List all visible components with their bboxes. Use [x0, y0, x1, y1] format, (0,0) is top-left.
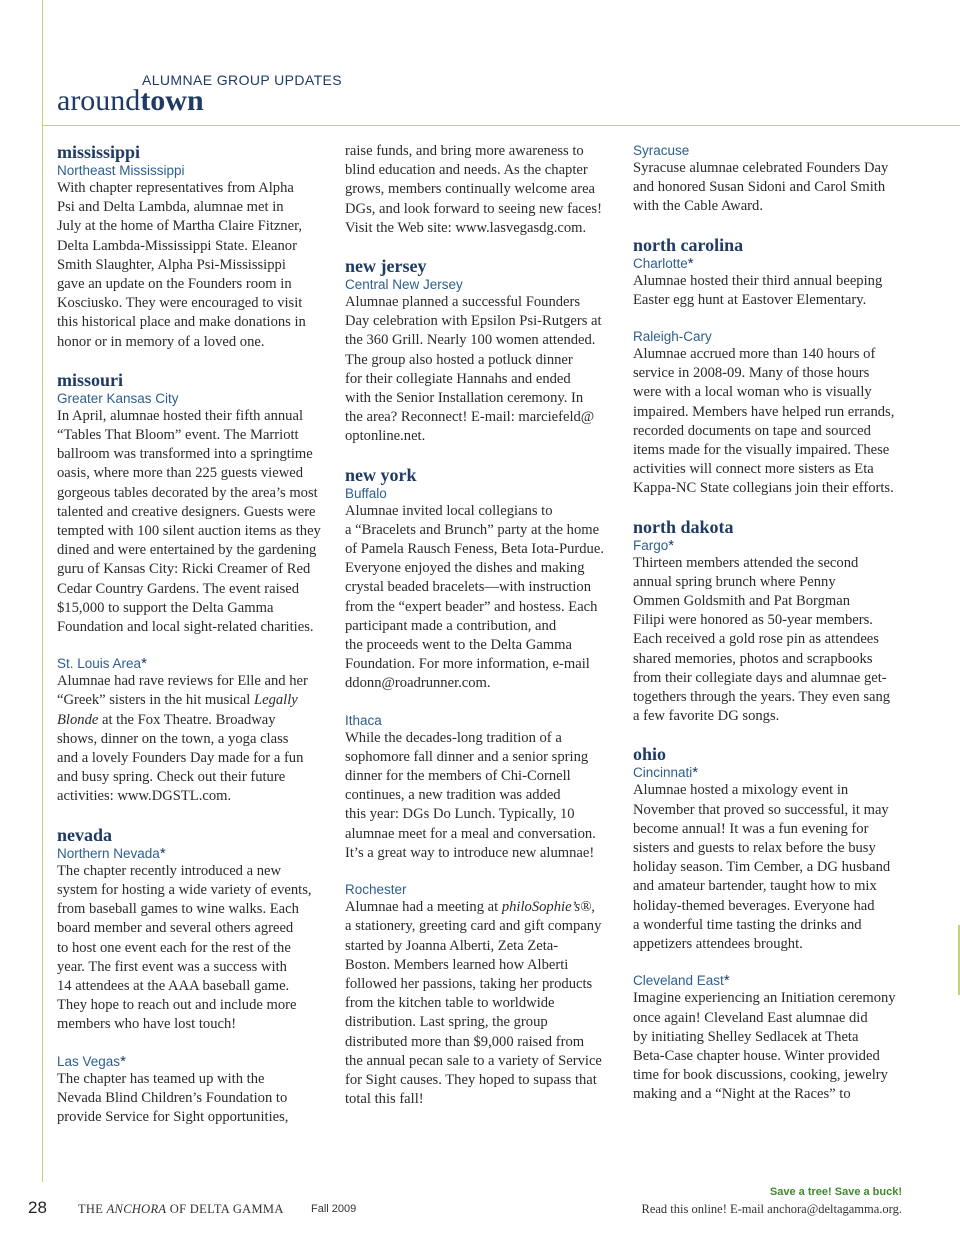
- section-new-york: [345, 465, 617, 1110]
- state-heading: mississippi: [57, 142, 141, 162]
- body-line: It’s a great way to introduce new alumnae!: [345, 844, 595, 861]
- body-line: of Pamela Rausch Feness, Beta Iota-Purdue.: [345, 541, 604, 558]
- article-body: [345, 293, 617, 447]
- body-line: Delta Lambda-Mississippi State. Eleanor: [57, 237, 297, 254]
- subsection-st-louis: [57, 655, 329, 806]
- chapter-label: Las Vegas: [57, 1053, 121, 1069]
- article-body: [633, 345, 905, 499]
- state-heading: new jersey: [345, 256, 427, 277]
- body-line: holiday-themed beverages. Everyone had: [633, 897, 875, 914]
- chapter-name: Raleigh-Cary: [633, 329, 712, 345]
- article-body: [345, 898, 617, 1109]
- chapter-label: Fargo: [633, 537, 669, 553]
- star-icon: *: [141, 655, 147, 673]
- body-line: The chapter has teamed up with the: [57, 1070, 265, 1087]
- body-line: tempted with 100 silent auction items as they: [57, 523, 321, 540]
- body-line: alumnae meet for a meal and conversation.: [345, 825, 596, 842]
- body-line: DGs, and look forward to seeing new faces!: [345, 200, 602, 217]
- column-1: [57, 142, 329, 1145]
- state-heading: north carolina: [633, 234, 744, 255]
- header-rule: [42, 125, 960, 126]
- body-line: board member and several others agreed: [57, 920, 294, 937]
- body-line: Ommen Goldsmith and Pat Borgman: [633, 593, 851, 610]
- star-icon: *: [159, 844, 166, 862]
- body-line: participant made a contribution, and: [345, 617, 557, 634]
- body-line: system for hosting a wide variety of events,: [57, 881, 312, 898]
- body-line: Day celebration with Epsilon Psi-Rutgers at: [345, 313, 602, 330]
- section-syracuse: [633, 142, 905, 217]
- star-icon: *: [668, 536, 675, 554]
- body-line: Psi and Delta Lambda, alumnae met in: [57, 199, 284, 216]
- magazine-name-part: OF DELTA GAMMA: [166, 1202, 284, 1216]
- magazine-name-italic: ANCHORA: [106, 1202, 167, 1216]
- body-line: “Greek” sisters in the hit musical: [57, 692, 254, 709]
- chapter-name: [633, 255, 905, 272]
- body-line: $15,000 to support the Delta Gamma: [57, 599, 274, 616]
- body-line: dinner for the members of Chi-Cornell: [345, 768, 571, 785]
- chapter-name: [633, 537, 905, 554]
- body-line: for Sight causes. They hoped to supass that: [345, 1071, 597, 1088]
- body-line: distribution. Last spring, the group: [345, 1014, 548, 1031]
- chapter-name: Greater Kansas City: [57, 390, 179, 406]
- chapter-name: [633, 764, 905, 781]
- body-line: and a lovely Founders Day made for a fun: [57, 750, 304, 767]
- chapter-name: Rochester: [345, 882, 407, 898]
- article-body: [345, 142, 617, 238]
- article-body: [345, 502, 617, 694]
- article-body: [633, 272, 905, 310]
- body-line: a “Bracelets and Brunch” party at the home: [345, 521, 600, 538]
- body-line: With chapter representatives from Alpha: [57, 180, 294, 196]
- body-line: with the Senior Installation ceremony. In: [345, 390, 584, 407]
- section-mississippi: [57, 142, 329, 352]
- star-icon: *: [120, 1052, 126, 1070]
- body-line: followed her passions, taking her products: [345, 975, 593, 992]
- body-line: Foundation. For more information, e-mail: [345, 656, 590, 673]
- body-line: Visit the Web site: www.lasvegasdg.com.: [345, 219, 587, 236]
- section-nevada-continued: [345, 142, 617, 238]
- body-line: gorgeous tables decorated by the area’s most: [57, 484, 318, 501]
- article-body: [57, 1070, 329, 1128]
- body-line: Alumnae planned a successful Founders: [345, 294, 581, 311]
- body-line: making and a “Night at the Races” to: [633, 1086, 851, 1103]
- subsection-raleigh-cary: [633, 328, 905, 499]
- body-lines: [57, 731, 303, 805]
- body-line: optonline.net.: [345, 428, 426, 445]
- body-line: shared memories, photos and scrapbooks: [633, 650, 873, 667]
- chapter-label: Cleveland East: [633, 973, 724, 989]
- body-line: Syracuse alumnae celebrated Founders Day: [633, 160, 889, 176]
- body-line: the area? Reconnect! E-mail: marciefeld@: [345, 409, 595, 426]
- body-line: dined and were entertained by the gardening: [57, 542, 317, 559]
- save-tree-tagline: Save a tree! Save a buck!: [769, 1186, 902, 1198]
- section-north-carolina: [633, 235, 905, 499]
- chapter-name: Ithaca: [345, 712, 382, 728]
- body-line: Foundation and local sight-related charities.: [57, 619, 314, 636]
- magazine-name: [78, 1202, 284, 1217]
- body-line: shows, dinner on the town, a yoga class: [57, 730, 289, 747]
- body-line: Filipi were honored as 50-year members.: [633, 612, 873, 629]
- body-line: honor or in memory of a loved one.: [57, 333, 265, 350]
- article-body: [633, 781, 905, 954]
- body-line: from the “expert beader” and hostess. Each: [345, 598, 598, 615]
- show-title: Blonde: [57, 711, 99, 728]
- chapter-label: Cincinnati: [633, 765, 693, 781]
- body-line: Smith Slaughter, Alpha Psi-Mississippi: [57, 256, 286, 273]
- chapter-name: Central New Jersey: [345, 277, 463, 293]
- body-line: November that proved so successful, it may: [633, 801, 889, 818]
- body-line: a few favorite DG songs.: [633, 708, 780, 725]
- body-line: a stationery, greeting card and gift company: [345, 918, 602, 935]
- body-line: sisters and guests to relax before the busy: [633, 840, 876, 857]
- body-line: total this fall!: [345, 1091, 424, 1108]
- body-line: blind education and needs. As the chapter: [345, 162, 588, 179]
- body-line: with the Cable Award.: [633, 198, 763, 215]
- body-line: talented and creative designers. Guests were: [57, 503, 316, 520]
- state-heading: new york: [345, 464, 417, 485]
- article-body: [57, 179, 329, 352]
- state-heading: nevada: [57, 824, 113, 845]
- section-nevada: [57, 825, 329, 1127]
- body-line: from the kitchen table to worldwide: [345, 995, 555, 1012]
- body-line: July at the home of Martha Claire Fitzner,: [57, 218, 303, 235]
- page-title-light: around: [57, 84, 141, 117]
- body-line: “Tables That Bloom” event. The Marriott: [57, 427, 299, 444]
- chapter-name: Buffalo: [345, 485, 387, 501]
- body-line: Everyone enjoyed the dishes and making: [345, 560, 585, 577]
- body-line: and amateur bartender, taught how to mix: [633, 878, 877, 895]
- body-line: sophomore fall dinner and a senior spring: [345, 748, 589, 765]
- body-line: once again! Cleveland East alumnae did: [633, 1009, 868, 1026]
- body-line: oasis, where more than 225 guests viewed: [57, 465, 304, 482]
- chapter-name: [57, 655, 329, 672]
- body-line: Alumnae had a meeting at: [345, 899, 502, 916]
- chapter-name: [633, 972, 905, 989]
- subsection-cleveland-east: [633, 972, 905, 1104]
- body-line: Alumnae hosted a mixology event in: [633, 782, 849, 799]
- body-line: by initiating Shelley Sedlacek at Theta: [633, 1028, 859, 1045]
- body-line: time for book discussions, cooking, jewelry: [633, 1067, 888, 1084]
- read-online-note: Read this online! E-mail anchora@deltagamma.org.: [641, 1202, 902, 1216]
- body-line: Alumnae invited local collegians to: [345, 502, 553, 519]
- chapter-name: [57, 845, 329, 862]
- article-body: [633, 159, 905, 217]
- body-line: appetizers attendees brought.: [633, 936, 803, 953]
- body-line: guru of Kansas City: Ricki Creamer of Red: [57, 561, 311, 578]
- body-line: Alumnae accrued more than 140 hours of: [633, 346, 876, 363]
- body-line: raise funds, and bring more awareness to: [345, 143, 584, 159]
- body-line: They hope to reach out and include more: [57, 997, 297, 1014]
- body-line: Kosciusko. They were encouraged to visit: [57, 295, 303, 312]
- body-line: this year: DGs Do Lunch. Typically, 10: [345, 806, 575, 823]
- body-line: the proceeds went to the Delta Gamma: [345, 637, 572, 654]
- subsection-ithaca: [345, 712, 617, 863]
- body-line: Easter egg hunt at Eastover Elementary.: [633, 291, 867, 308]
- section-north-dakota: [633, 517, 905, 727]
- article-body: [57, 862, 329, 1035]
- section-new-jersey: [345, 256, 617, 447]
- body-line: ballroom was transformed into a springtime: [57, 446, 313, 463]
- article-body: [633, 554, 905, 727]
- body-line: impaired. Members have helped run errands,: [633, 403, 895, 420]
- section-kicker: ALUMNAE GROUP UPDATES: [142, 72, 343, 88]
- body-line: annual spring brunch where Penny: [633, 573, 836, 590]
- body-line: Boston. Members learned how Alberti: [345, 956, 569, 973]
- page-title: [57, 86, 204, 116]
- body-line: 14 attendees at the AAA baseball game.: [57, 977, 290, 994]
- body-lines: [345, 918, 602, 1107]
- body-line: become annual! It was a fun evening for: [633, 820, 869, 837]
- body-line: While the decades-long tradition of a: [345, 729, 562, 746]
- state-heading: ohio: [633, 744, 667, 765]
- body-line: this historical place and make donations in: [57, 314, 306, 331]
- body-line: distributed more than $9,000 raised from: [345, 1033, 585, 1050]
- body-line: activities: www.DGSTL.com.: [57, 788, 232, 805]
- column-3: [633, 142, 905, 1123]
- body-line: Imagine experiencing an Initiation ceremony: [633, 990, 896, 1007]
- state-heading: north dakota: [633, 516, 734, 537]
- body-line: Each received a gold rose pin as attendees: [633, 631, 879, 648]
- magazine-name-part: THE: [78, 1202, 107, 1216]
- body-line: The chapter recently introduced a new: [57, 862, 282, 879]
- body-line: gave an update on the Founders room in: [57, 276, 292, 293]
- body-line: members who have lost touch!: [57, 1016, 237, 1033]
- body-line: a wonderful time tasting the drinks and: [633, 916, 862, 933]
- body-line: and honored Susan Sidoni and Carol Smith: [633, 179, 886, 196]
- body-line: The group also hosted a potluck dinner: [345, 351, 573, 368]
- body-line: holiday season. Tim Cember, a DG husband: [633, 859, 891, 876]
- body-line: grows, members continually welcome area: [345, 181, 596, 198]
- chapter-label: Northern Nevada: [57, 845, 160, 861]
- body-line: service in 2008-09. Many of those hours: [633, 365, 870, 382]
- vertical-rule: [42, 0, 43, 1182]
- star-icon: *: [687, 254, 694, 272]
- body-line: from baseball games to wine walks. Each: [57, 901, 299, 918]
- body-line: Beta-Case chapter house. Winter provided: [633, 1047, 880, 1064]
- body-line: items made for the visually impaired. These: [633, 442, 890, 459]
- body-line: Thirteen members attended the second: [633, 554, 859, 571]
- page-number: 28: [28, 1198, 47, 1217]
- article-body: [345, 729, 617, 863]
- section-ohio: [633, 744, 905, 1104]
- body-line: provide Service for Sight opportunities,: [57, 1108, 289, 1125]
- article-body: [57, 407, 329, 637]
- body-line: Cedar Country Gardens. The event raised: [57, 580, 300, 597]
- body-line: for their collegiate Hannahs and ended: [345, 370, 571, 387]
- body-line: recorded documents on tape and sourced: [633, 422, 871, 439]
- page-title-bold: town: [140, 84, 204, 117]
- show-title: Legally: [253, 692, 298, 709]
- subsection-rochester: [345, 881, 617, 1109]
- body-line: togethers through the years. They even sang: [633, 689, 891, 706]
- subsection-las-vegas: [57, 1053, 329, 1128]
- body-line: Kappa-NC State collegians join their efforts.: [633, 480, 894, 497]
- body-line: activities will connect more sisters as Eta: [633, 461, 874, 478]
- body-line: Alumnae had rave reviews for Elle and her: [57, 673, 308, 690]
- body-line: at the Fox Theatre. Broadway: [98, 711, 276, 728]
- article-body: [57, 672, 329, 806]
- article-body: [633, 989, 905, 1104]
- column-2: [345, 142, 617, 1127]
- state-heading: missouri: [57, 369, 124, 390]
- body-line: crystal beaded bracelets—with instruction: [345, 579, 591, 596]
- chapter-label: St. Louis Area: [57, 656, 142, 672]
- body-line: year. The first event was a success with: [57, 958, 287, 975]
- chapter-name: Syracuse: [633, 143, 690, 158]
- body-line: continues, a new tradition was added: [345, 787, 561, 804]
- body-line: from their collegiate days and alumnae get-: [633, 669, 887, 686]
- body-line: were with a local woman who is visually: [633, 384, 872, 401]
- chapter-name: Northeast Mississippi: [57, 163, 185, 178]
- star-icon: *: [692, 764, 699, 782]
- issue-date: Fall 2009: [311, 1203, 357, 1215]
- star-icon: *: [723, 972, 730, 990]
- body-line: In April, alumnae hosted their fifth annual: [57, 407, 303, 424]
- chapter-name: [57, 1053, 329, 1070]
- body-line: Nevada Blind Children’s Foundation to: [57, 1089, 288, 1106]
- body-line: the annual pecan sale to a variety of Service: [345, 1052, 602, 1069]
- body-line: started by Joanna Alberti, Zeta Zeta-: [345, 937, 559, 954]
- company-name: philoSophie’s®,: [501, 899, 595, 916]
- section-missouri: [57, 370, 329, 807]
- body-line: to host one event each for the rest of the: [57, 939, 291, 956]
- body-line: and busy spring. Check out their future: [57, 769, 286, 786]
- body-line: the 360 Grill. Nearly 100 women attended.: [345, 332, 596, 349]
- body-line: ddonn@roadrunner.com.: [345, 675, 491, 692]
- body-line: Alumnae hosted their third annual beeping: [633, 272, 883, 289]
- chapter-label: Charlotte: [633, 255, 688, 271]
